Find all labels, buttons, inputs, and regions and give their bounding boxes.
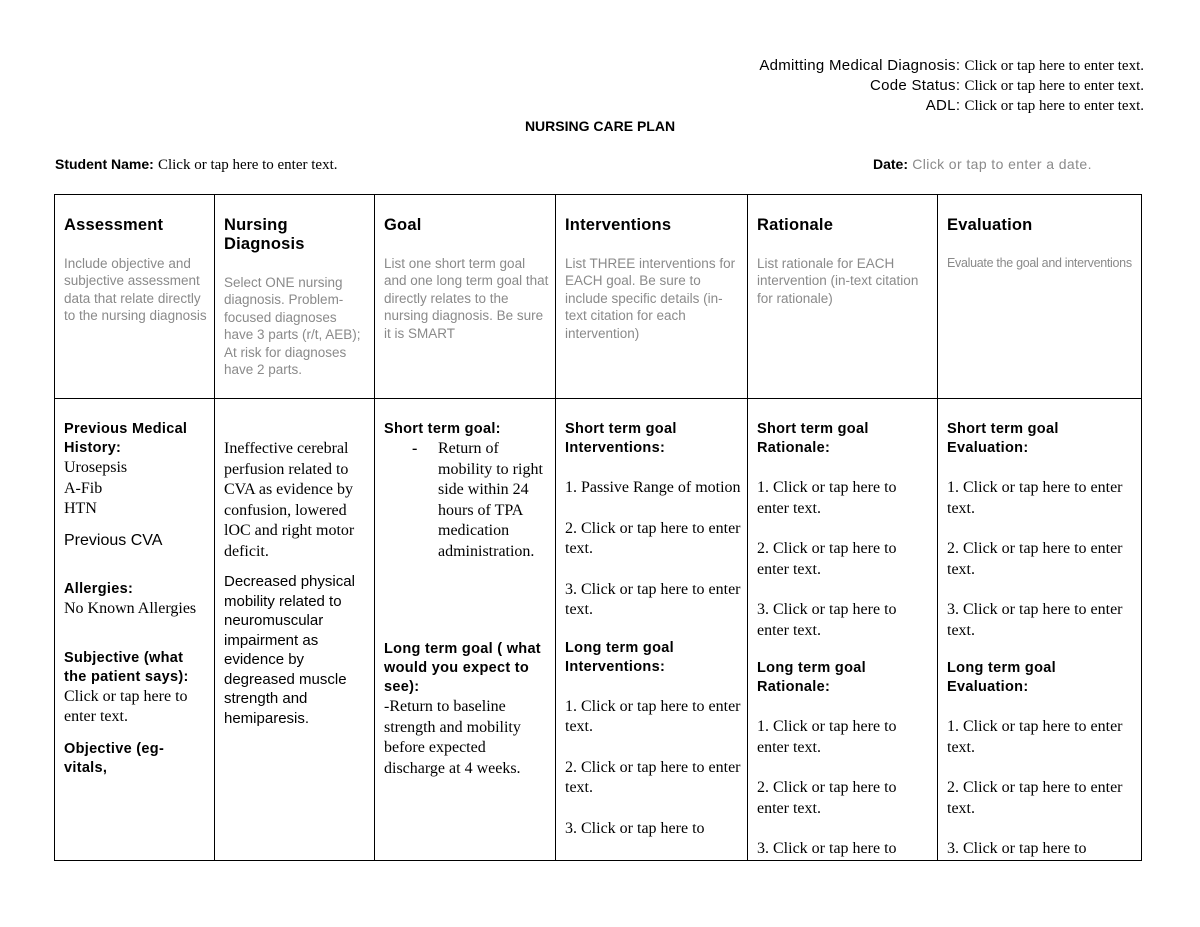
column-instruction: Select ONE nursing diagnosis. Problem-focused diagnoses have 3 parts (r/t, AEB); At risk for diagnoses have 2 parts. [224, 275, 361, 378]
column-header-assessment [55, 195, 215, 399]
long-term-rationale-3[interactable]: 3. Click or tap here to [757, 840, 897, 857]
subjective-field[interactable]: Click or tap here to enter text. [64, 687, 188, 725]
long-term-rationale-1[interactable]: 1. Click or tap here to enter text. [757, 718, 897, 756]
rationale-cell [748, 399, 938, 861]
allergies-value[interactable]: No Known Allergies [64, 600, 197, 617]
short-term-rationale-3[interactable]: 3. Click or tap here to enter text. [757, 601, 897, 639]
short-term-intervention-1[interactable]: 1. Passive Range of motion [565, 479, 741, 496]
short-term-interventions-label: Short term goal Interventions: [565, 421, 677, 456]
code-status-label: Code Status: [869, 77, 961, 94]
admitting-diagnosis-line [759, 56, 1144, 76]
long-term-intervention-1[interactable]: 1. Click or tap here to enter text. [565, 697, 741, 735]
adl-label: ADL: [925, 97, 961, 114]
date-line [873, 156, 1092, 173]
column-header-evaluation [938, 195, 1142, 399]
care-plan-table [54, 194, 1142, 861]
code-status-line [870, 76, 1144, 96]
long-term-evaluation-1[interactable]: 1. Click or tap here to enter text. [947, 718, 1123, 756]
long-term-rationale-2[interactable]: 2. Click or tap here to enter text. [757, 779, 897, 817]
subjective-label: Subjective (what the patient says): [64, 649, 189, 685]
short-term-evaluation-2[interactable]: 2. Click or tap here to enter text. [947, 540, 1123, 578]
diagnosis-2-text[interactable]: Decreased physical mobility related to neuromuscular impairment as evidence by degreased muscle strength and hemiparesis. [224, 573, 355, 727]
pmh-item[interactable]: HTN [64, 500, 97, 517]
column-instruction: Evaluate the goal and interventions [947, 256, 1132, 270]
column-header-rationale [748, 195, 938, 399]
column-title: Evaluation [947, 216, 1033, 234]
short-term-evaluation-1[interactable]: 1. Click or tap here to enter text. [947, 479, 1123, 517]
short-term-intervention-3[interactable]: 3. Click or tap here to enter text. [565, 580, 741, 618]
long-term-goal-text[interactable]: -Return to baseline strength and mobility before expected discharge at 4 weeks. [384, 698, 521, 777]
long-term-evaluation-2[interactable]: 2. Click or tap here to enter text. [947, 779, 1123, 817]
long-term-intervention-3[interactable]: 3. Click or tap here to [565, 819, 705, 837]
short-term-goal-label: Short term goal: [384, 421, 501, 437]
short-term-evaluation-label: Short term goal Evaluation: [947, 421, 1059, 456]
interventions-cell [556, 399, 748, 861]
long-term-evaluation-3[interactable]: 3. Click or tap here to [947, 840, 1087, 857]
column-instruction: List one short term goal and one long term goal that directly relates to the nursing diagnosis. Be sure it is SMART [384, 256, 549, 341]
long-term-goal-label: Long term goal ( what would you expect to see): [384, 641, 541, 695]
short-term-rationale-label: Short term goal Rationale: [757, 421, 869, 456]
admitting-diagnosis-label: Admitting Medical Diagnosis: [759, 57, 961, 74]
column-title: Goal [384, 216, 422, 234]
short-term-evaluation-3[interactable]: 3. Click or tap here to enter text. [947, 601, 1123, 639]
long-term-intervention-2[interactable]: 2. Click or tap here to enter text. [565, 758, 741, 796]
pmh-item[interactable]: Urosepsis [64, 459, 128, 476]
short-term-goal-text[interactable]: Return of mobility to right side within 24 hours of TPA medication administration. [438, 440, 543, 560]
column-title: Interventions [565, 216, 672, 234]
goal-cell [375, 399, 556, 861]
student-name-field[interactable]: Click or tap here to enter text. [157, 157, 338, 173]
short-term-rationale-1[interactable]: 1. Click or tap here to enter text. [757, 479, 897, 517]
student-name-label: Student Name: [55, 156, 154, 172]
table-header-row [55, 195, 1142, 399]
column-header-goal [375, 195, 556, 399]
date-picker-field[interactable]: Click or tap to enter a date. [912, 156, 1092, 172]
list-dash: - [412, 440, 418, 457]
column-title: Nursing Diagnosis [224, 216, 305, 253]
column-instruction: List rationale for EACH intervention (in-text citation for rationale) [757, 256, 919, 306]
column-title: Rationale [757, 216, 834, 234]
column-header-interventions [556, 195, 748, 399]
student-name-line [55, 156, 338, 174]
pmh-item[interactable]: A-Fib [64, 479, 103, 497]
date-label: Date: [873, 156, 909, 172]
nursing-diagnosis-cell [215, 399, 375, 861]
long-term-rationale-label: Long term goal Rationale: [757, 660, 866, 695]
allergies-label: Allergies: [64, 581, 134, 597]
short-term-intervention-2[interactable]: 2. Click or tap here to enter text. [565, 519, 741, 557]
code-status-field[interactable]: Click or tap here to enter text. [964, 78, 1144, 94]
adl-field[interactable]: Click or tap here to enter text. [964, 98, 1144, 114]
page-title: NURSING CARE PLAN [524, 118, 676, 134]
long-term-evaluation-label: Long term goal Evaluation: [947, 660, 1056, 695]
evaluation-cell [938, 399, 1142, 861]
adl-line [926, 96, 1144, 116]
pmh-label: Previous Medical History: [64, 421, 188, 456]
table-body-row [55, 399, 1142, 861]
assessment-cell [55, 399, 215, 861]
column-title: Assessment [64, 216, 164, 234]
diagnosis-1-text[interactable]: Ineffective cerebral perfusion related to CVA as evidence by confusion, lowered lOC and right motor deficit. [224, 440, 355, 560]
short-term-goal-item[interactable] [384, 439, 549, 562]
short-term-rationale-2[interactable]: 2. Click or tap here to enter text. [757, 540, 897, 578]
objective-label: Objective (eg- vitals, [64, 740, 165, 776]
previous-cva-text[interactable]: Previous CVA [64, 531, 163, 549]
short-term-goal-list [384, 439, 549, 562]
column-instruction: List THREE interventions for EACH goal. Be sure to include specific details (in-text citation for each intervention) [565, 256, 736, 341]
column-header-nursing-diagnosis [215, 195, 375, 399]
column-instruction: Include objective and subjective assessment data that relate directly to the nursing diagnosis [64, 256, 207, 324]
long-term-interventions-label: Long term goal Interventions: [565, 639, 674, 675]
admitting-diagnosis-field[interactable]: Click or tap here to enter text. [964, 58, 1144, 74]
